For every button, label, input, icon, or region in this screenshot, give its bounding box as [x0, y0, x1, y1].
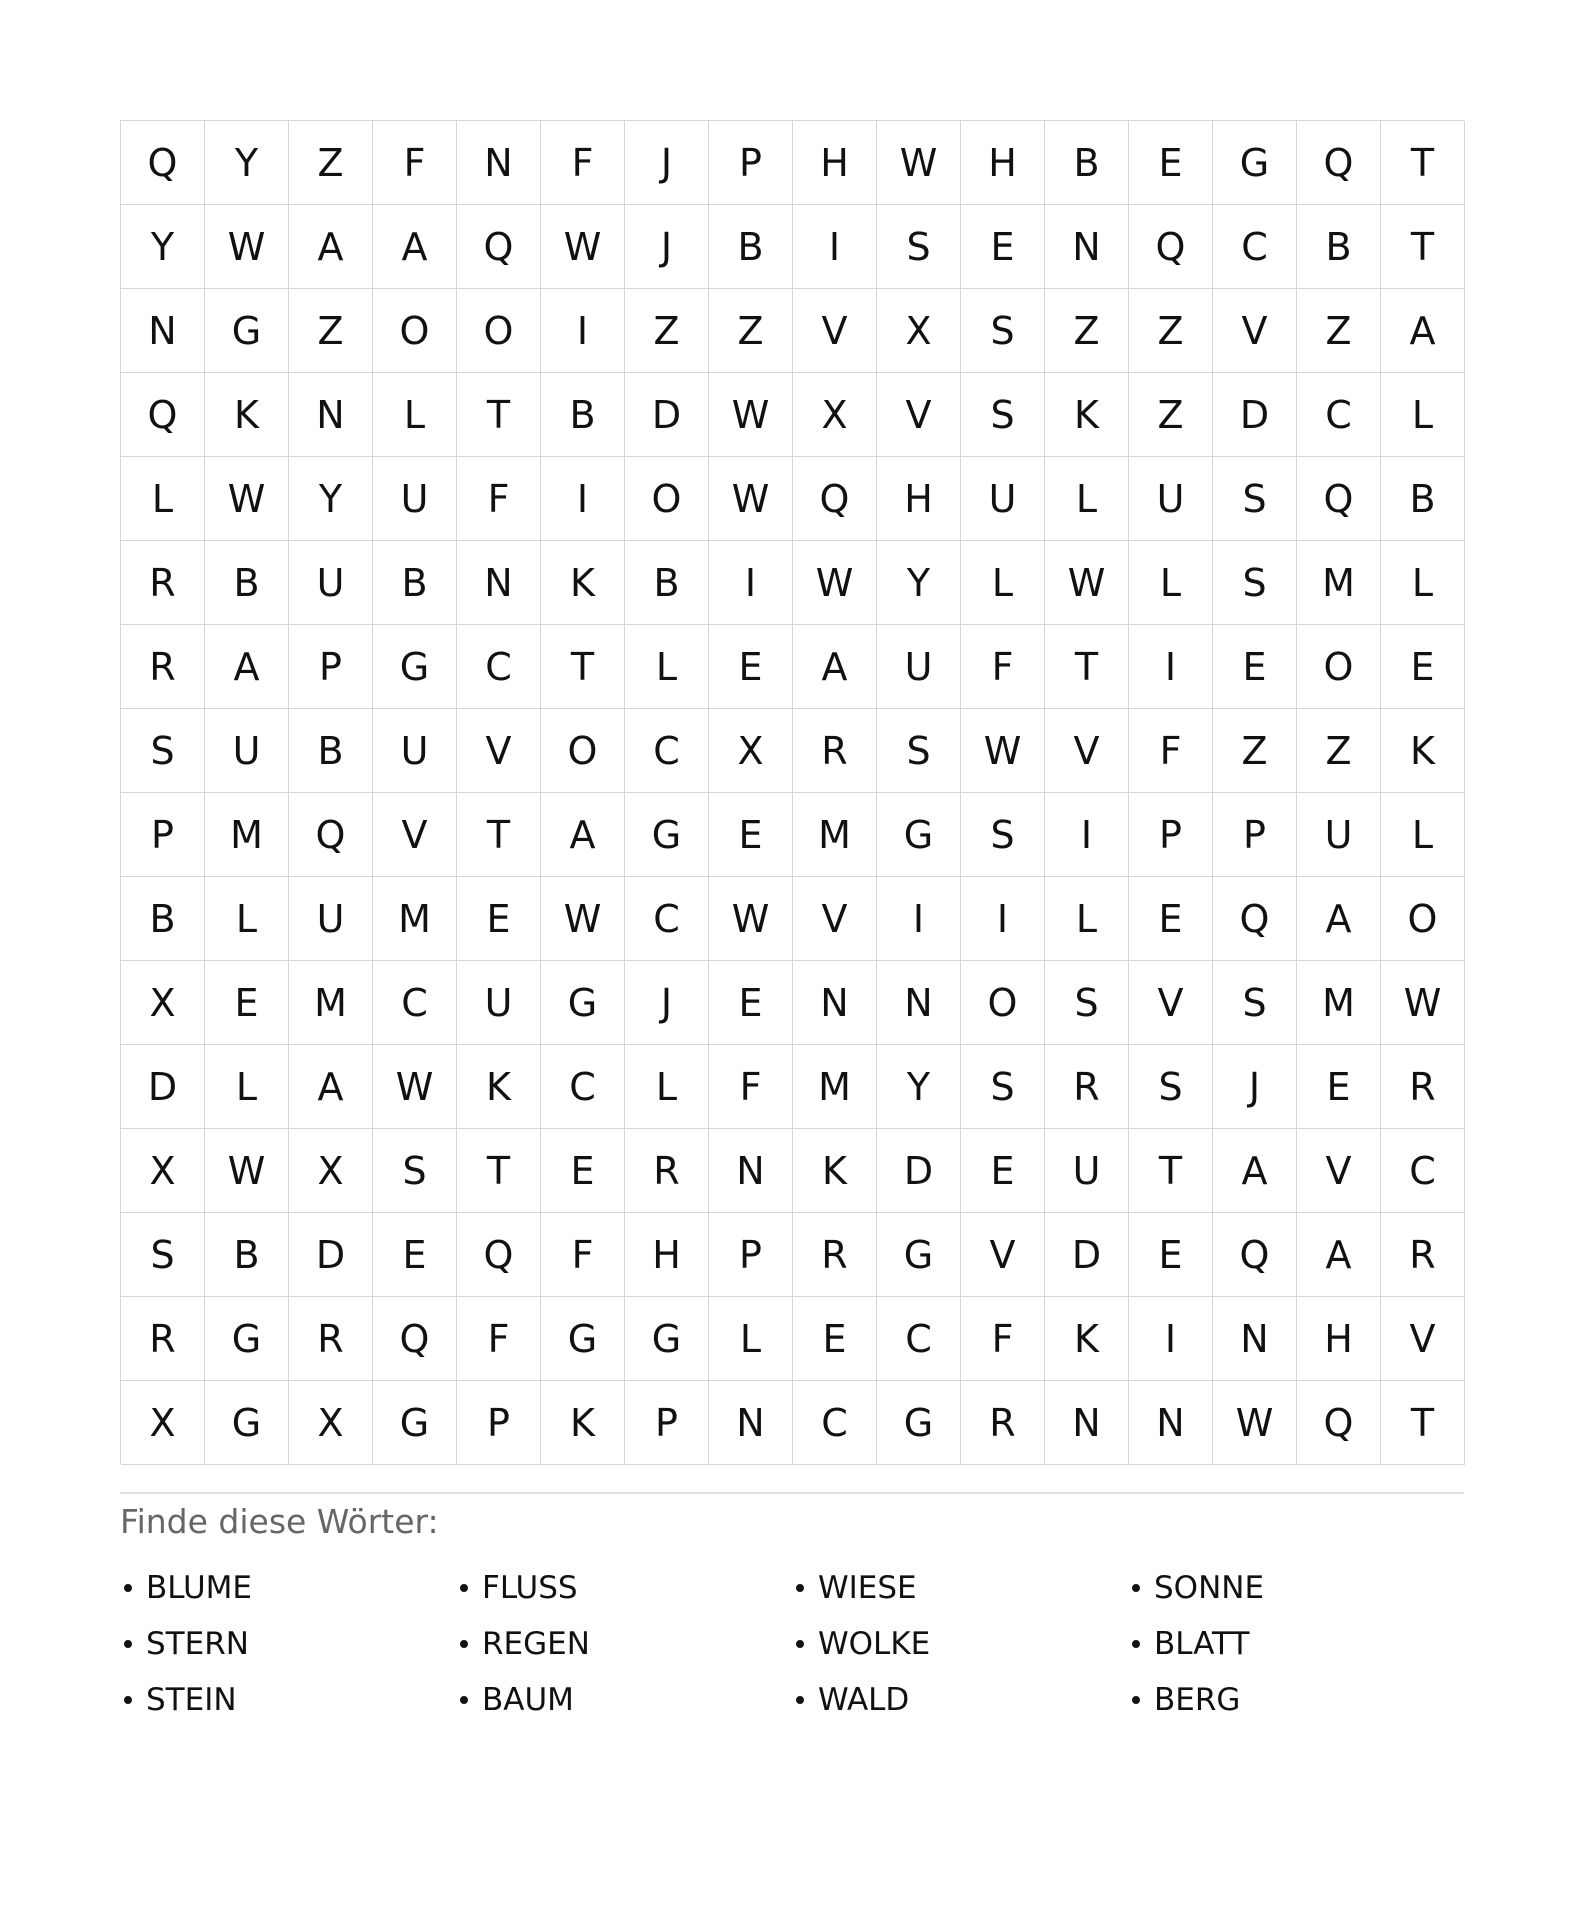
grid-cell[interactable]: W — [205, 457, 289, 541]
grid-cell[interactable]: K — [1045, 373, 1129, 457]
grid-cell[interactable]: W — [709, 373, 793, 457]
grid-cell[interactable]: U — [205, 709, 289, 793]
grid-cell[interactable]: V — [1129, 961, 1213, 1045]
grid-cell[interactable]: W — [541, 205, 625, 289]
grid-cell[interactable]: E — [457, 877, 541, 961]
grid-cell[interactable]: L — [961, 541, 1045, 625]
word-list-title: Finde diese Wörter: — [120, 1502, 439, 1541]
grid-cell[interactable]: G — [541, 1297, 625, 1381]
grid-cell[interactable]: F — [373, 121, 457, 205]
grid-cell[interactable]: D — [877, 1129, 961, 1213]
grid-cell[interactable]: E — [1381, 625, 1465, 709]
grid-cell[interactable]: L — [373, 373, 457, 457]
grid-cell[interactable]: J — [1213, 1045, 1297, 1129]
grid-cell[interactable]: E — [1129, 1213, 1213, 1297]
grid-cell[interactable]: N — [457, 541, 541, 625]
word-label: BLATT — [1154, 1626, 1250, 1662]
grid-cell[interactable]: M — [289, 961, 373, 1045]
grid-cell[interactable]: C — [877, 1297, 961, 1381]
grid-cell[interactable]: E — [1213, 625, 1297, 709]
grid-cell[interactable]: L — [625, 625, 709, 709]
grid-cell[interactable]: N — [457, 121, 541, 205]
grid-cell[interactable]: B — [373, 541, 457, 625]
grid-cell[interactable]: G — [877, 1213, 961, 1297]
grid-cell[interactable]: Q — [1297, 457, 1381, 541]
word-label: BLUME — [146, 1570, 253, 1606]
grid-cell[interactable]: D — [1213, 373, 1297, 457]
grid-cell[interactable]: H — [961, 121, 1045, 205]
grid-cell[interactable]: K — [205, 373, 289, 457]
grid-cell[interactable]: S — [961, 1045, 1045, 1129]
grid-cell[interactable]: P — [121, 793, 205, 877]
grid-cell[interactable]: Q — [373, 1297, 457, 1381]
grid-cell[interactable]: K — [541, 541, 625, 625]
bullet-icon — [124, 1640, 132, 1648]
grid-cell[interactable]: L — [1129, 541, 1213, 625]
grid-cell[interactable]: M — [793, 793, 877, 877]
grid-cell[interactable]: E — [541, 1129, 625, 1213]
grid-cell[interactable]: V — [877, 373, 961, 457]
word-label: STEIN — [146, 1682, 237, 1718]
grid-cell[interactable]: Q — [793, 457, 877, 541]
grid-cell[interactable]: U — [1297, 793, 1381, 877]
grid-cell[interactable]: L — [121, 457, 205, 541]
grid-cell[interactable]: K — [457, 1045, 541, 1129]
grid-cell[interactable]: U — [457, 961, 541, 1045]
grid-cell[interactable]: O — [1297, 625, 1381, 709]
grid-cell[interactable]: C — [793, 1381, 877, 1465]
grid-cell[interactable]: S — [121, 709, 205, 793]
grid-cell[interactable]: X — [289, 1381, 373, 1465]
grid-cell[interactable]: L — [205, 877, 289, 961]
grid-cell[interactable]: L — [1045, 457, 1129, 541]
grid-cell[interactable]: O — [541, 709, 625, 793]
grid-cell[interactable]: A — [1381, 289, 1465, 373]
grid-cell[interactable]: Q — [1297, 1381, 1381, 1465]
grid-cell[interactable]: E — [1297, 1045, 1381, 1129]
grid-cell[interactable]: G — [205, 1297, 289, 1381]
bullet-icon — [1132, 1640, 1140, 1648]
word-label: BERG — [1154, 1682, 1241, 1718]
grid-cell[interactable]: F — [541, 1213, 625, 1297]
grid-cell[interactable]: R — [289, 1297, 373, 1381]
grid-cell[interactable]: U — [961, 457, 1045, 541]
grid-cell[interactable]: S — [877, 709, 961, 793]
grid-cell[interactable]: J — [625, 961, 709, 1045]
grid-cell[interactable]: V — [457, 709, 541, 793]
grid-cell[interactable]: Q — [1129, 205, 1213, 289]
grid-cell[interactable]: R — [121, 541, 205, 625]
grid-cell[interactable]: N — [1045, 205, 1129, 289]
bullet-icon — [124, 1584, 132, 1592]
bullet-icon — [796, 1640, 804, 1648]
grid-cell[interactable]: Z — [1213, 709, 1297, 793]
grid-cell[interactable]: Z — [289, 121, 373, 205]
grid-cell[interactable]: U — [289, 877, 373, 961]
grid-cell[interactable]: K — [1381, 709, 1465, 793]
grid-cell[interactable]: Y — [205, 121, 289, 205]
grid-cell[interactable]: X — [121, 1129, 205, 1213]
grid-cell[interactable]: U — [877, 625, 961, 709]
word-list-item — [120, 1560, 456, 1616]
grid-cell[interactable]: L — [1045, 877, 1129, 961]
grid-cell[interactable]: B — [541, 373, 625, 457]
grid-cell[interactable]: W — [373, 1045, 457, 1129]
grid-cell[interactable]: L — [709, 1297, 793, 1381]
grid-cell[interactable]: C — [625, 877, 709, 961]
grid-cell[interactable]: I — [709, 541, 793, 625]
word-list-item — [120, 1672, 456, 1728]
grid-cell[interactable]: A — [289, 1045, 373, 1129]
grid-cell[interactable]: S — [961, 289, 1045, 373]
word-list-item — [456, 1560, 792, 1616]
grid-cell[interactable]: I — [1129, 1297, 1213, 1381]
grid-cell[interactable]: Y — [877, 1045, 961, 1129]
grid-cell[interactable]: F — [961, 1297, 1045, 1381]
grid-cell[interactable]: O — [457, 289, 541, 373]
grid-cell[interactable]: G — [1213, 121, 1297, 205]
grid-cell[interactable]: G — [625, 1297, 709, 1381]
word-label: REGEN — [482, 1626, 590, 1662]
grid-cell[interactable]: N — [289, 373, 373, 457]
grid-cell[interactable]: H — [877, 457, 961, 541]
grid-cell[interactable]: X — [709, 709, 793, 793]
grid-cell[interactable]: V — [793, 289, 877, 373]
grid-cell[interactable]: R — [121, 1297, 205, 1381]
grid-cell[interactable]: S — [961, 793, 1045, 877]
grid-cell[interactable]: O — [961, 961, 1045, 1045]
grid-cell[interactable]: Z — [625, 289, 709, 373]
grid-cell[interactable]: Z — [1045, 289, 1129, 373]
grid-cell[interactable]: Q — [121, 373, 205, 457]
grid-cell[interactable]: P — [709, 1213, 793, 1297]
bullet-icon — [460, 1584, 468, 1592]
grid-cell[interactable]: E — [373, 1213, 457, 1297]
grid-cell[interactable]: W — [541, 877, 625, 961]
grid-cell[interactable]: Z — [1129, 373, 1213, 457]
grid-cell[interactable]: A — [289, 205, 373, 289]
grid-cell[interactable]: E — [1129, 121, 1213, 205]
grid-cell[interactable]: Z — [1129, 289, 1213, 373]
grid-cell[interactable]: X — [121, 961, 205, 1045]
grid-cell[interactable]: E — [709, 961, 793, 1045]
grid-cell[interactable]: E — [709, 793, 793, 877]
grid-cell[interactable]: G — [373, 1381, 457, 1465]
grid-cell[interactable]: X — [877, 289, 961, 373]
grid-cell[interactable]: L — [1381, 793, 1465, 877]
grid-cell[interactable]: E — [961, 205, 1045, 289]
grid-cell[interactable]: V — [1045, 709, 1129, 793]
word-label: FLUSS — [482, 1570, 578, 1606]
grid-cell[interactable]: A — [1297, 877, 1381, 961]
word-list-item — [456, 1672, 792, 1728]
grid-cell[interactable]: C — [625, 709, 709, 793]
grid-cell[interactable]: E — [1129, 877, 1213, 961]
word-list-item — [792, 1672, 1128, 1728]
word-list — [120, 1560, 1464, 1728]
grid-cell[interactable]: S — [1045, 961, 1129, 1045]
grid-cell[interactable]: A — [373, 205, 457, 289]
grid-cell[interactable]: M — [373, 877, 457, 961]
grid-cell[interactable]: L — [205, 1045, 289, 1129]
grid-cell[interactable]: Q — [457, 1213, 541, 1297]
grid-cell[interactable]: T — [1381, 121, 1465, 205]
word-list-item — [792, 1560, 1128, 1616]
grid-cell[interactable]: M — [793, 1045, 877, 1129]
grid-cell[interactable]: Q — [1213, 877, 1297, 961]
grid-cell[interactable]: F — [961, 625, 1045, 709]
grid-cell[interactable]: Z — [1297, 709, 1381, 793]
bullet-icon — [124, 1696, 132, 1704]
grid-cell[interactable]: P — [289, 625, 373, 709]
grid-cell[interactable]: R — [793, 709, 877, 793]
grid-cell[interactable]: K — [541, 1381, 625, 1465]
grid-cell[interactable]: G — [205, 289, 289, 373]
grid-cell[interactable]: W — [1213, 1381, 1297, 1465]
grid-cell[interactable]: W — [1045, 541, 1129, 625]
grid-cell[interactable]: N — [1045, 1381, 1129, 1465]
grid-cell[interactable]: F — [457, 457, 541, 541]
grid-cell[interactable]: E — [709, 625, 793, 709]
grid-cell[interactable]: R — [1045, 1045, 1129, 1129]
grid-cell[interactable]: I — [1129, 625, 1213, 709]
grid-cell[interactable]: S — [121, 1213, 205, 1297]
grid-cell[interactable]: I — [877, 877, 961, 961]
grid-cell[interactable]: W — [709, 457, 793, 541]
grid-cell[interactable]: N — [709, 1129, 793, 1213]
grid-cell[interactable]: G — [373, 625, 457, 709]
grid-cell[interactable]: G — [625, 793, 709, 877]
grid-cell[interactable]: N — [709, 1381, 793, 1465]
grid-cell[interactable]: K — [1045, 1297, 1129, 1381]
grid-cell[interactable]: T — [457, 793, 541, 877]
word-list-item — [1128, 1616, 1464, 1672]
grid-cell[interactable]: A — [793, 625, 877, 709]
word-label: WIESE — [818, 1570, 917, 1606]
grid-cell[interactable]: V — [961, 1213, 1045, 1297]
grid-cell[interactable]: I — [541, 457, 625, 541]
grid-cell[interactable]: Q — [289, 793, 373, 877]
grid-cell[interactable]: S — [961, 373, 1045, 457]
bullet-icon — [460, 1640, 468, 1648]
grid-cell[interactable]: S — [1213, 541, 1297, 625]
word-label: SONNE — [1154, 1570, 1265, 1606]
grid-cell[interactable]: W — [205, 205, 289, 289]
grid-cell[interactable]: V — [373, 793, 457, 877]
bullet-icon — [1132, 1584, 1140, 1592]
grid-cell[interactable]: P — [625, 1381, 709, 1465]
grid-cell[interactable]: B — [289, 709, 373, 793]
word-label: BAUM — [482, 1682, 574, 1718]
grid-cell[interactable]: V — [1213, 289, 1297, 373]
grid-cell[interactable]: W — [1381, 961, 1465, 1045]
grid-cell[interactable]: D — [121, 1045, 205, 1129]
grid-cell[interactable]: W — [205, 1129, 289, 1213]
grid-cell[interactable]: X — [121, 1381, 205, 1465]
grid-cell[interactable]: C — [1297, 373, 1381, 457]
word-list-item — [792, 1616, 1128, 1672]
grid-cell[interactable]: F — [457, 1297, 541, 1381]
word-label: WALD — [818, 1682, 910, 1718]
grid-cell[interactable]: T — [457, 373, 541, 457]
grid-cell[interactable]: W — [961, 709, 1045, 793]
grid-cell[interactable]: Q — [457, 205, 541, 289]
grid-cell[interactable]: R — [793, 1213, 877, 1297]
grid-cell[interactable]: X — [793, 373, 877, 457]
word-search-grid — [120, 120, 1464, 1464]
grid-cell[interactable]: B — [205, 541, 289, 625]
word-label: STERN — [146, 1626, 249, 1662]
grid-cell[interactable]: P — [457, 1381, 541, 1465]
grid-cell[interactable]: Y — [121, 205, 205, 289]
bullet-icon — [1132, 1696, 1140, 1704]
grid-cell[interactable]: I — [961, 877, 1045, 961]
grid-cell[interactable]: P — [709, 121, 793, 205]
grid-cell[interactable]: S — [1213, 457, 1297, 541]
grid-cell[interactable]: G — [877, 1381, 961, 1465]
grid-cell[interactable]: O — [625, 457, 709, 541]
grid-cell[interactable]: B — [205, 1213, 289, 1297]
grid-cell[interactable]: R — [121, 625, 205, 709]
grid-cell[interactable]: A — [1297, 1213, 1381, 1297]
grid-cell[interactable]: B — [625, 541, 709, 625]
grid-cell[interactable]: T — [457, 1129, 541, 1213]
grid-cell[interactable]: E — [205, 961, 289, 1045]
word-list-item — [1128, 1560, 1464, 1616]
grid-cell[interactable]: I — [1045, 793, 1129, 877]
bullet-icon — [796, 1696, 804, 1704]
grid-cell[interactable]: P — [1213, 793, 1297, 877]
grid-cell[interactable]: M — [205, 793, 289, 877]
grid-cell[interactable]: Z — [1297, 289, 1381, 373]
grid-cell[interactable]: F — [709, 1045, 793, 1129]
grid-cell[interactable]: M — [1297, 541, 1381, 625]
grid-cell[interactable]: A — [1213, 1129, 1297, 1213]
grid-cell[interactable]: S — [1129, 1045, 1213, 1129]
grid-cell[interactable]: Y — [877, 541, 961, 625]
grid-cell[interactable]: R — [1381, 1213, 1465, 1297]
grid-cell[interactable]: E — [793, 1297, 877, 1381]
grid-cell[interactable]: N — [877, 961, 961, 1045]
grid-cell[interactable]: C — [1381, 1129, 1465, 1213]
grid-cell[interactable]: R — [625, 1129, 709, 1213]
grid-cell[interactable]: V — [1297, 1129, 1381, 1213]
grid-cell[interactable]: D — [1045, 1213, 1129, 1297]
grid-cell[interactable]: Q — [121, 121, 205, 205]
grid-cell[interactable]: T — [541, 625, 625, 709]
grid-cell[interactable]: E — [961, 1129, 1045, 1213]
word-list-item — [456, 1616, 792, 1672]
grid-cell[interactable]: W — [877, 121, 961, 205]
grid-cell[interactable]: M — [1297, 961, 1381, 1045]
grid-cell[interactable]: G — [205, 1381, 289, 1465]
grid-cell[interactable]: V — [1381, 1297, 1465, 1381]
grid-cell[interactable]: C — [457, 625, 541, 709]
grid-cell[interactable]: S — [373, 1129, 457, 1213]
grid-cell[interactable]: R — [961, 1381, 1045, 1465]
grid-cell[interactable]: U — [1129, 457, 1213, 541]
grid-cell[interactable]: L — [1381, 373, 1465, 457]
grid-cell[interactable]: Z — [709, 289, 793, 373]
grid-cell[interactable]: T — [1381, 205, 1465, 289]
grid-cell[interactable]: H — [793, 121, 877, 205]
grid-cell[interactable]: H — [625, 1213, 709, 1297]
grid-cell[interactable]: K — [793, 1129, 877, 1213]
grid-cell[interactable]: L — [625, 1045, 709, 1129]
grid-cell[interactable]: B — [121, 877, 205, 961]
grid-cell[interactable]: N — [1129, 1381, 1213, 1465]
grid-cell[interactable]: F — [1129, 709, 1213, 793]
grid-cell[interactable]: G — [541, 961, 625, 1045]
grid-cell[interactable]: N — [121, 289, 205, 373]
grid-cell[interactable]: T — [1129, 1129, 1213, 1213]
grid-cell[interactable]: B — [1045, 121, 1129, 205]
grid-cell[interactable]: A — [541, 793, 625, 877]
grid-cell[interactable]: O — [1381, 877, 1465, 961]
grid-cell[interactable]: U — [373, 709, 457, 793]
grid-cell[interactable]: C — [373, 961, 457, 1045]
grid-cell[interactable]: W — [709, 877, 793, 961]
grid-cell[interactable]: Q — [1213, 1213, 1297, 1297]
grid-cell[interactable]: J — [625, 121, 709, 205]
grid-cell[interactable]: U — [289, 541, 373, 625]
grid-cell[interactable]: N — [1213, 1297, 1297, 1381]
grid-cell[interactable]: V — [793, 877, 877, 961]
grid-cell[interactable]: X — [289, 1129, 373, 1213]
grid-cell[interactable]: I — [541, 289, 625, 373]
grid-cell[interactable]: S — [877, 205, 961, 289]
grid-cell[interactable]: T — [1045, 625, 1129, 709]
divider — [120, 1492, 1464, 1494]
grid-cell[interactable]: R — [1381, 1045, 1465, 1129]
bullet-icon — [796, 1584, 804, 1592]
grid-cell[interactable]: T — [1381, 1381, 1465, 1465]
grid-cell[interactable]: W — [793, 541, 877, 625]
grid-cell[interactable]: U — [373, 457, 457, 541]
grid-cell[interactable]: J — [625, 205, 709, 289]
grid-cell[interactable]: C — [1213, 205, 1297, 289]
grid-cell[interactable]: S — [1213, 961, 1297, 1045]
grid-cell[interactable]: D — [289, 1213, 373, 1297]
grid-cell[interactable]: D — [625, 373, 709, 457]
grid-cell[interactable]: A — [205, 625, 289, 709]
grid-cell[interactable]: U — [1045, 1129, 1129, 1213]
bullet-icon — [460, 1696, 468, 1704]
grid-cell[interactable]: B — [1297, 205, 1381, 289]
grid-cell[interactable]: H — [1297, 1297, 1381, 1381]
grid-cell[interactable]: I — [793, 205, 877, 289]
grid-cell[interactable]: F — [541, 121, 625, 205]
grid-cell[interactable]: L — [1381, 541, 1465, 625]
word-label: WOLKE — [818, 1626, 931, 1662]
grid-cell[interactable]: Z — [289, 289, 373, 373]
word-list-item — [1128, 1672, 1464, 1728]
grid-cell[interactable]: G — [877, 793, 961, 877]
word-list-item — [120, 1616, 456, 1672]
grid-cell[interactable]: P — [1129, 793, 1213, 877]
grid-cell[interactable]: Q — [1297, 121, 1381, 205]
grid-cell[interactable]: Y — [289, 457, 373, 541]
grid-cell[interactable]: N — [793, 961, 877, 1045]
grid-cell[interactable]: B — [709, 205, 793, 289]
grid-cell[interactable]: C — [541, 1045, 625, 1129]
grid-cell[interactable]: O — [373, 289, 457, 373]
grid-cell[interactable]: B — [1381, 457, 1465, 541]
